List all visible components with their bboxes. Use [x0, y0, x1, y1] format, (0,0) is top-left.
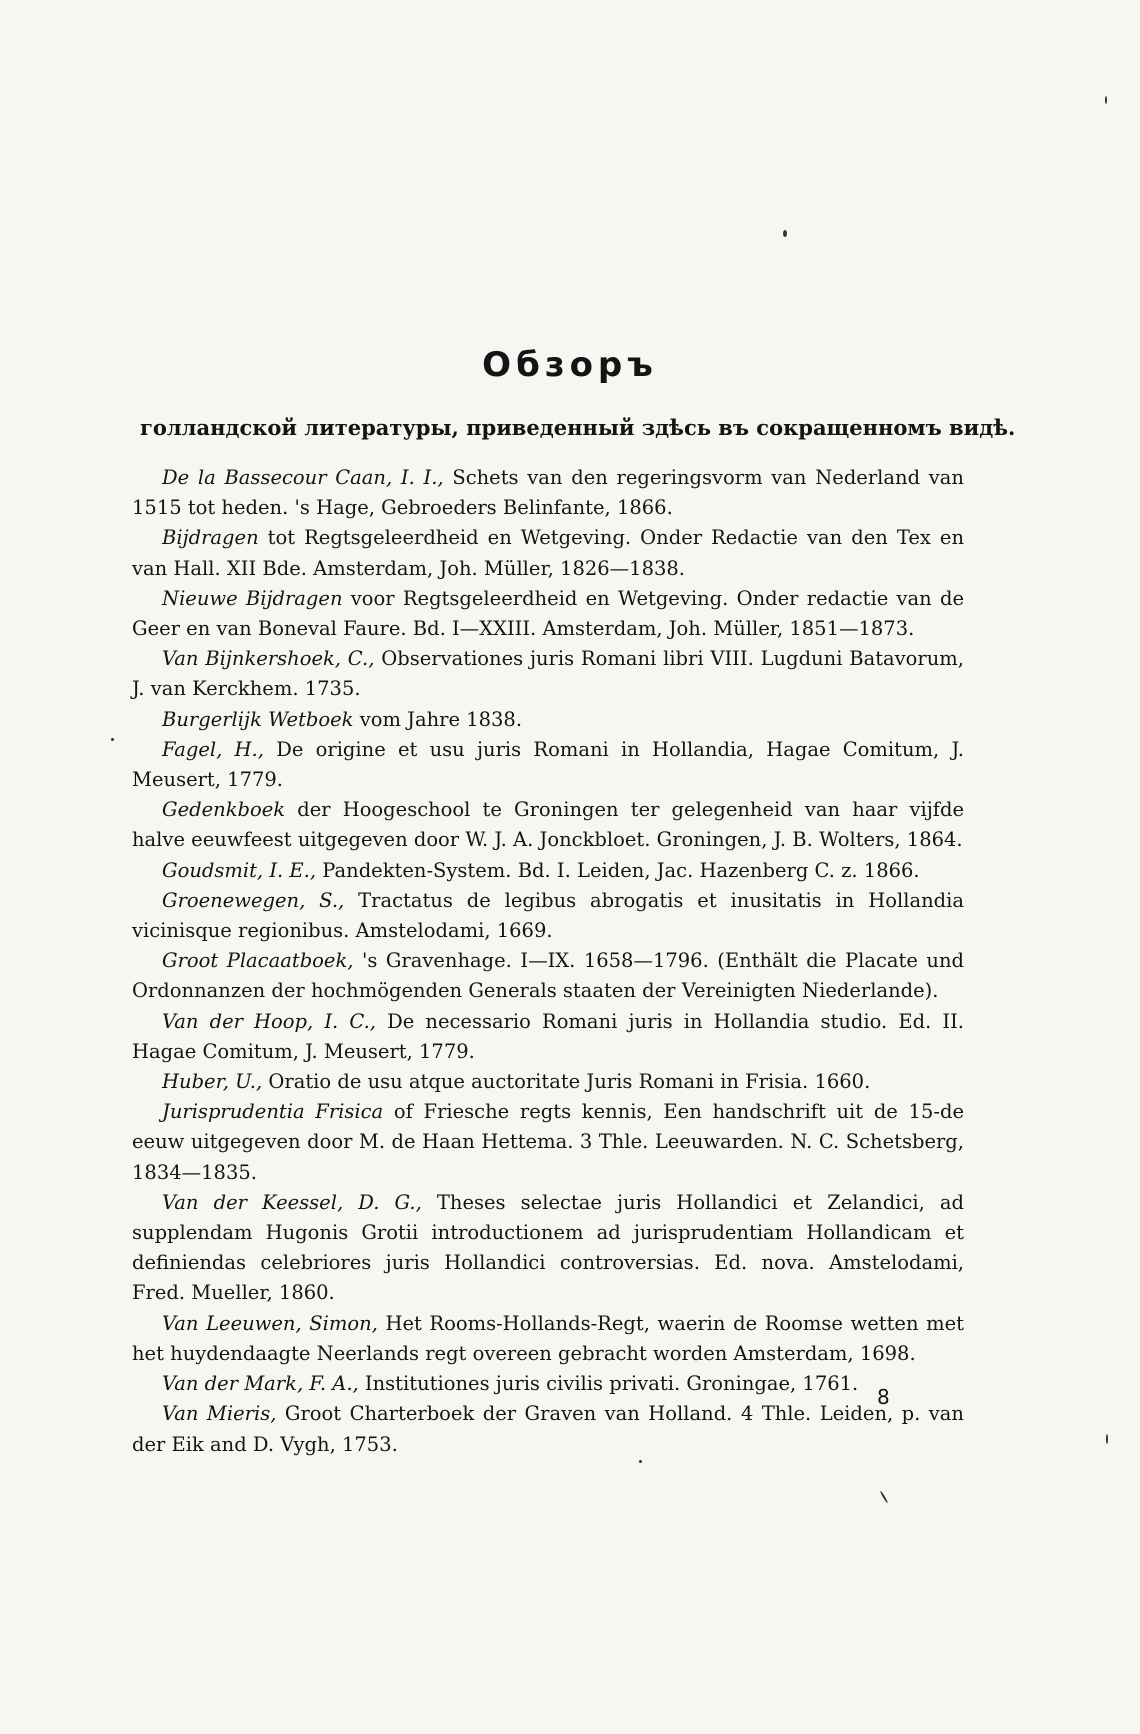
entry-author: Goudsmit, I. E.,	[162, 858, 317, 882]
bibliography-entry	[132, 1097, 964, 1188]
bibliography-entry	[132, 463, 964, 523]
bibliography-entry	[132, 1369, 964, 1399]
bibliography-entry	[132, 705, 964, 735]
entry-author: Nieuwe Bijdragen	[162, 586, 343, 610]
entry-text: Oratio de usu atque auctoritate Juris Romani in Frisia. 1660.	[262, 1070, 871, 1094]
entry-text: 's Gravenhage. I—IX. 1658—1796. (Enthält die Placate und Ordonnanzen der hochmögenden Generals staaten der Vereinigten Niederlande).	[132, 949, 965, 1003]
bibliography-entry	[132, 886, 964, 946]
bibliography-entry	[132, 523, 964, 583]
entry-text: tot Regtsgeleerdheid en Wetgeving. Onder Redactie van den Tex en van Hall. XII Bde. Amsterdam, Joh. Müller, 1826—1838.	[132, 526, 964, 580]
entry-author: Van Leeuwen, Simon,	[162, 1311, 378, 1335]
scan-speck	[1106, 1434, 1108, 1444]
entry-text: Pandekten-System. Bd. I. Leiden, Jac. Hazenberg C. z. 1866.	[316, 858, 920, 882]
bibliography-entry	[132, 584, 964, 644]
entry-author: Van der Keessel, D. G.,	[162, 1190, 422, 1214]
entry-author: Groenewegen, S.,	[162, 888, 345, 912]
entry-text: vom Jahre 1838.	[353, 707, 523, 731]
entry-author: Van Bijnkershoek, C.,	[162, 647, 375, 671]
page-subtitle: голландской литературы, приведенный здѣсь въ сокращенномъ видѣ.	[140, 415, 1016, 440]
entry-text: voor Regtsgeleerdheid en Wetgeving. Onder redactie van de Geer en van Boneval Faure. Bd. I—XXIII. Amsterdam, Joh. Müller, 1851—1873.	[132, 586, 964, 641]
entry-author: Jurisprudentia Frisica	[162, 1100, 384, 1124]
scan-speck	[783, 230, 787, 237]
page-number: 8	[877, 1385, 890, 1409]
entry-author: Gedenkboek	[162, 798, 286, 822]
entry-text: De necessario Romani juris in Hollandia studio. Ed. II. Hagae Comitum, J. Meusert, 1779.	[132, 1009, 964, 1063]
scan-speck	[111, 738, 114, 741]
bibliography-entry	[132, 795, 964, 855]
entry-author: Groot Placaatboek,	[162, 949, 354, 973]
entry-text: of Friesche regts kennis, Een handschrift uit de 15-de eeuw uitgegeven door M. de Haan Hettema. 3 Thle. Leeuwarden. N. C. Schetsberg, 1834—1835.	[132, 1100, 964, 1184]
entry-author: Huber, U.,	[162, 1070, 263, 1094]
scan-speck	[880, 1490, 889, 1503]
bibliography-entry	[132, 1399, 964, 1459]
bibliography-list	[132, 463, 964, 1460]
entry-author: Van der Hoop, I. C.,	[162, 1009, 376, 1033]
scan-speck	[639, 1460, 642, 1463]
bibliography-entry	[132, 1007, 964, 1067]
entry-text: Het Rooms-Hollands-Regt, waerin de Roomse wetten met het huydendaagte Neerlands regt overeen gebracht worden Amsterdam, 1698.	[132, 1311, 964, 1365]
bibliography-entry	[132, 1309, 964, 1369]
entry-text: Institutiones juris civilis privati. Groningae, 1761.	[358, 1372, 859, 1396]
bibliography-entry	[132, 1188, 964, 1309]
entry-author: Fagel, H.,	[162, 737, 264, 761]
entry-text: Observationes juris Romani libri VIII. Lugduni Batavorum, J. van Kerckhem. 1735.	[132, 647, 964, 701]
entry-author: De la Bassecour Caan, I. I.,	[162, 466, 444, 489]
entry-text: Schets van den regeringsvorm van Nederland van 1515 tot heden. 's Hage, Gebroeders Belinfante, 1866.	[132, 466, 964, 520]
entry-text: Theses selectae juris Hollandici et Zelandici, ad supplendam Hugonis Grotii introductionem ad jurisprudentiam Hollandicam et definiendas celebriores juris Hollandici controversias. Ed. nova. Amstelodami, Fred. Mueller, 1860.	[132, 1190, 964, 1305]
bibliography-entry	[132, 1067, 964, 1097]
entry-text: Groot Charterboek der Graven van Holland. 4 Thle. Leiden, p. van der Eik and D. Vygh, 1753.	[132, 1402, 964, 1456]
entry-author: Bijdragen	[162, 526, 259, 550]
entry-text: Tractatus de legibus abrogatis et inusitatis in Hollandia vicinisque regionibus. Amstelodami, 1669.	[132, 888, 964, 943]
bibliography-entry	[132, 856, 964, 886]
bibliography-entry	[132, 946, 964, 1006]
scan-speck	[1105, 96, 1107, 104]
entry-author: Burgerlijk Wetboek	[162, 707, 354, 731]
entry-text: der Hoogeschool te Groningen ter gelegenheid van haar vijfde halve eeuwfeest uitgegeven door W. J. A. Jonckbloet. Groningen, J. B. Wolters, 1864.	[132, 798, 964, 852]
entry-text: De origine et usu juris Romani in Hollandia, Hagae Comitum, J. Meusert, 1779.	[132, 737, 964, 792]
bibliography-entry	[132, 735, 964, 795]
entry-author: Van der Mark, F. A.,	[162, 1372, 359, 1396]
page-title: Обзоръ	[482, 345, 658, 385]
bibliography-entry	[132, 644, 964, 704]
entry-author: Van Mieris,	[162, 1402, 277, 1426]
